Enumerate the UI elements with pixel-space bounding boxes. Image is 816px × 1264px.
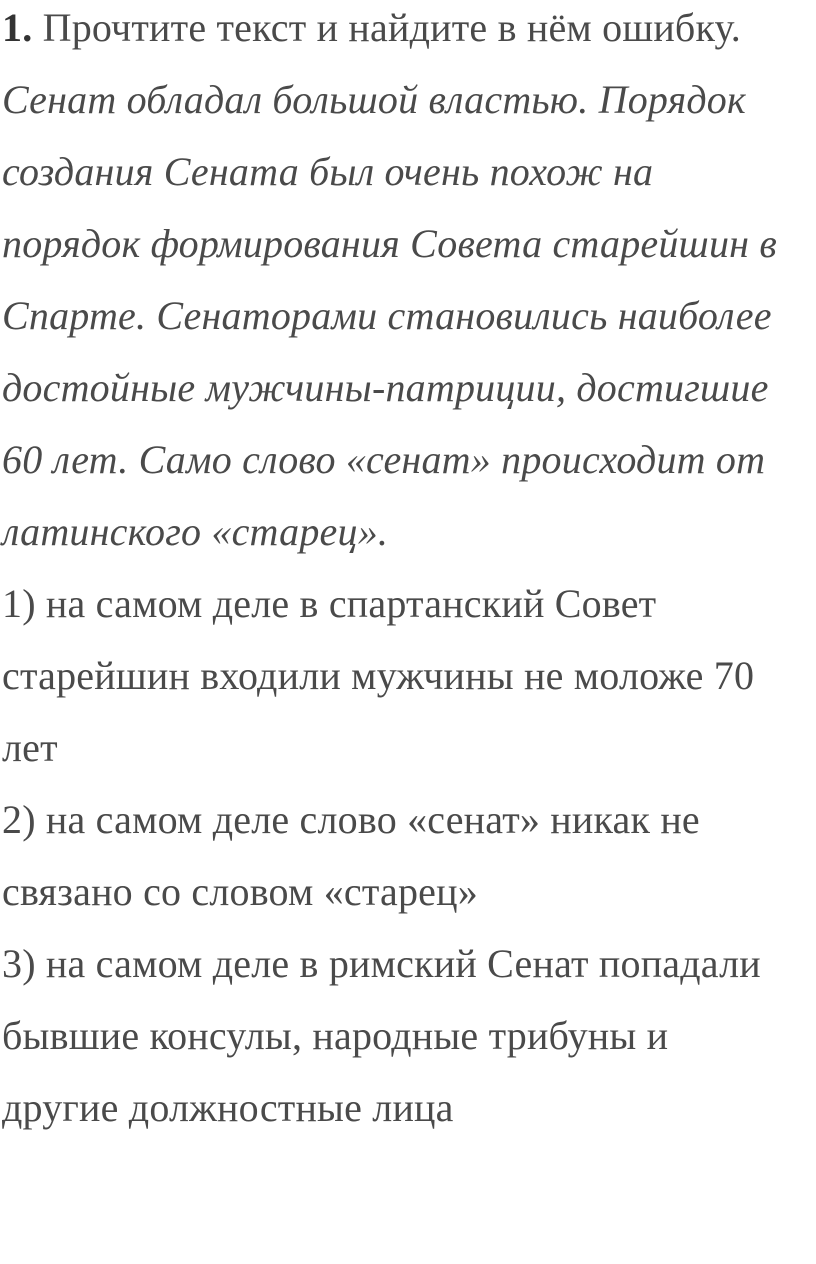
- passage-line: латинского «старец».: [2, 509, 389, 554]
- task-number: 1.: [2, 5, 33, 50]
- option-2-line: связано со словом «старец»: [2, 869, 478, 914]
- option-2-line: 2) на самом деле слово «сенат» никак не: [2, 797, 700, 842]
- option-3-line: другие должностные лица: [2, 1085, 454, 1130]
- passage-line: порядок формирования Совета старейшин в: [2, 221, 777, 266]
- task-heading: [2, 4, 741, 52]
- option-1-line: старейшин входили мужчины не моложе 70: [2, 653, 755, 698]
- option-3-line: бывшие консулы, народные трибуны и: [2, 1013, 669, 1058]
- option-1-line: 1) на самом деле в спартанский Совет: [2, 581, 657, 626]
- passage-line: Спарте. Сенаторами становились наиболее: [2, 293, 772, 338]
- option-1-line: лет: [2, 725, 58, 770]
- passage-line: создания Сената был очень похож на: [2, 149, 654, 194]
- passage-line: достойные мужчины-патриции, достигшие: [2, 365, 769, 410]
- passage-line: 60 лет. Само слово «сенат» происходит от: [2, 437, 766, 482]
- passage-line: Сенат обладал большой властью. Порядок: [2, 77, 746, 122]
- task-prompt: Прочтите текст и найдите в нём ошибку.: [32, 5, 741, 50]
- option-3-line: 3) на самом деле в римский Сенат попадали: [2, 941, 761, 986]
